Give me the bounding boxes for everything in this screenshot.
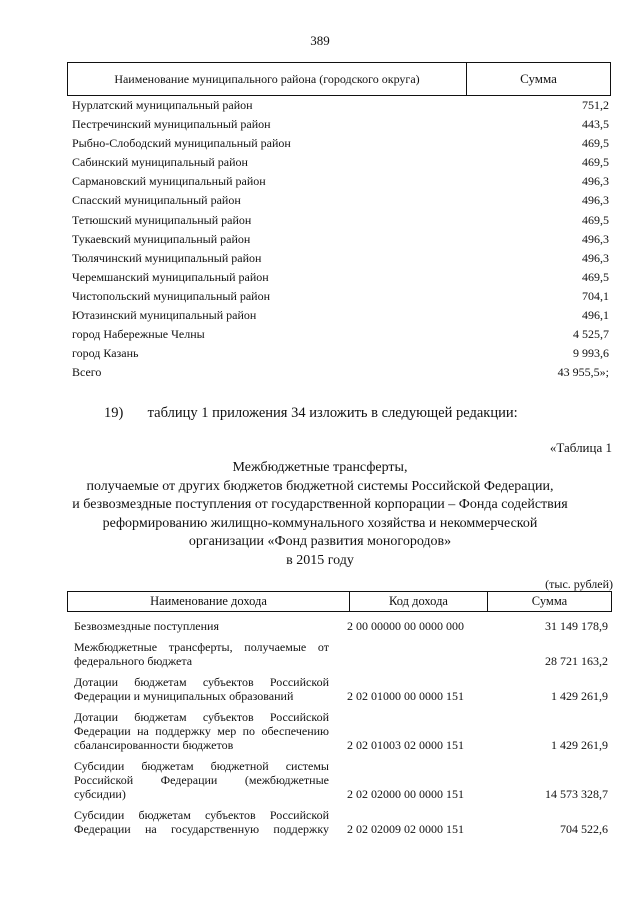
table-row (74, 619, 610, 633)
table-row (72, 191, 612, 210)
district-name: Сармановский муниципальный район (72, 174, 266, 189)
income-name: Субсидии бюджетам бюджетной системы Российской Федерации (межбюджетные субсидии) (74, 759, 329, 801)
income-code: 2 02 01000 00 0000 151 (347, 689, 464, 703)
income-name: Субсидии бюджетам субъектов Российской Федерации на государственную поддержку (74, 808, 329, 836)
district-name: Чистопольский муниципальный район (72, 288, 271, 303)
page-number: 389 (310, 33, 330, 48)
paragraph-number: 19) (104, 405, 124, 421)
total-label: Всего (72, 365, 102, 380)
income-code-header: Код дохода (350, 592, 488, 611)
income-amount: 1 429 261,9 (551, 738, 608, 752)
table-row (72, 96, 612, 115)
district-name: Пестречинский муниципальный район (72, 117, 271, 132)
table-row (74, 759, 610, 801)
table-row (72, 306, 612, 325)
table-title (40, 459, 600, 570)
table-row (72, 115, 612, 134)
district-sum-header: Сумма (520, 71, 557, 86)
title-line: и безвозмездные поступления от государственной корпорации – Фонда содействия (72, 497, 568, 512)
income-amount: 14 573 328,7 (545, 787, 608, 801)
title-line: организации «Фонд развития моногородов» (188, 534, 452, 549)
district-value: 496,3 (582, 250, 609, 265)
table-row (74, 710, 610, 752)
paragraph-19 (104, 405, 518, 422)
district-name-header: Наименование муниципального района (городского округа) (68, 63, 467, 95)
districts-table-header (67, 62, 611, 96)
income-table-body (74, 619, 610, 843)
districts-table-body (72, 96, 612, 382)
table-row (74, 808, 610, 836)
table-row (72, 134, 612, 153)
table-row (74, 675, 610, 703)
income-name: Безвозмездные поступления (74, 619, 219, 633)
table-row (72, 172, 612, 191)
table-row (74, 640, 610, 668)
title-line: в 2015 году (286, 552, 354, 568)
income-amount: 28 721 163,2 (545, 654, 608, 668)
units-label: (тыс. рублей) (545, 577, 613, 591)
table-row (72, 211, 612, 230)
district-value: 443,5 (582, 117, 609, 132)
income-code: 2 02 01003 02 0000 151 (347, 738, 464, 752)
title-line: Межбюджетные трансферты, (232, 460, 408, 475)
district-name: Черемшанский муниципальный район (72, 269, 269, 284)
district-value: 469,5 (582, 155, 609, 170)
total-value: 43 955,5»; (557, 365, 609, 380)
district-name: Тюлячинский муниципальный район (72, 250, 262, 265)
paragraph-text: таблицу 1 приложения 34 изложить в следующей редакции: (147, 405, 518, 421)
district-value: 751,2 (582, 98, 609, 112)
table-row (72, 268, 612, 287)
income-name: Дотации бюджетам субъектов Российской Федерации на поддержку мер по обеспечению сбалансированности бюджетов (74, 710, 329, 752)
table-row (72, 153, 612, 172)
title-line: реформированию жилищно-коммунального хозяйства и некоммерческой (102, 515, 538, 531)
district-name: Ютазинский муниципальный район (72, 308, 257, 323)
title-line: получаемые от других бюджетов бюджетной системы Российской Федерации, (86, 478, 554, 494)
income-name-header: Наименование дохода (68, 592, 350, 611)
table-label: «Таблица 1 (549, 440, 612, 455)
district-name: Тетюшский муниципальный район (72, 212, 252, 227)
district-value: 9 993,6 (573, 346, 609, 361)
district-value: 496,3 (582, 193, 609, 208)
income-code: 2 02 02000 00 0000 151 (347, 787, 464, 801)
table-row (72, 287, 612, 306)
district-name: Нурлатский муниципальный район (72, 98, 253, 112)
income-code: 2 00 00000 00 0000 000 (347, 619, 464, 633)
district-name: Рыбно-Слободский муниципальный район (72, 136, 291, 151)
district-value: 496,3 (582, 231, 609, 246)
district-value: 469,5 (582, 212, 609, 227)
total-row (72, 363, 612, 382)
district-value: 704,1 (582, 288, 609, 303)
district-value: 496,3 (582, 174, 609, 189)
income-amount: 1 429 261,9 (551, 689, 608, 703)
district-value: 496,1 (582, 308, 609, 323)
income-name: Дотации бюджетам субъектов Российской Федерации и муниципальных образований (74, 675, 329, 703)
table-row (72, 325, 612, 344)
income-name: Межбюджетные трансферты, получаемые от федерального бюджета (74, 640, 329, 668)
table-row (72, 344, 612, 363)
income-code: 2 02 02009 02 0000 151 (347, 822, 464, 836)
district-name: Тукаевский муниципальный район (72, 231, 251, 246)
district-value: 469,5 (582, 136, 609, 151)
income-amount: 31 149 178,9 (545, 619, 608, 633)
income-table-header (67, 591, 612, 612)
district-name: город Набережные Челны (72, 327, 205, 342)
income-amount: 704 522,6 (560, 822, 608, 836)
district-name: город Казань (72, 346, 139, 361)
income-sum-header: Сумма (531, 594, 568, 608)
district-value: 469,5 (582, 269, 609, 284)
table-row (72, 249, 612, 268)
district-name: Сабинский муниципальный район (72, 155, 248, 170)
district-name: Спасский муниципальный район (72, 193, 241, 208)
district-value: 4 525,7 (573, 327, 609, 342)
table-row (72, 230, 612, 249)
